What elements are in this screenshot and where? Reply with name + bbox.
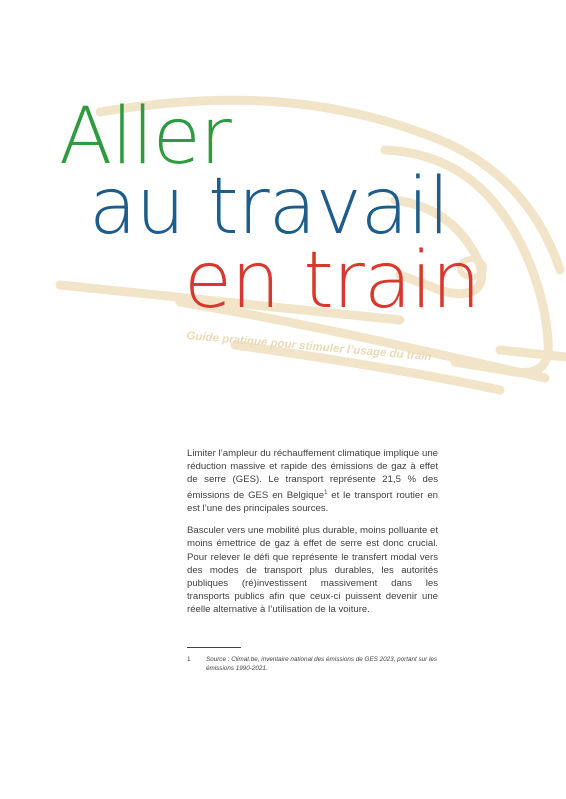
footnote-text: Source : Climat.be, inventaire national des émissions de GES 2023, portant sur les émissions 1990-2021. [206, 656, 438, 672]
title-block [0, 0, 566, 330]
title-line-au-travail: au travail [89, 162, 449, 252]
footnote-reference: 1 [324, 489, 328, 496]
title-line-aller: Aller [59, 92, 231, 182]
footnote-number: 1 [187, 656, 191, 663]
paragraph-1-text-b: et le transport routier en est l’une des principales sources. [187, 489, 438, 514]
title-line-en-train: en train [184, 236, 480, 326]
footnote-divider [187, 647, 241, 648]
subtitle: Guide pratique pour stimuler l’usage du train [185, 330, 433, 364]
paragraph-1-text-a: Limiter l’ampleur du réchauffement climatique implique une réduction massive et rapide des émissions de gaz à effet de serre (GES). Le transport représente 21,5 % des émissions de GES en Belgique [187, 448, 438, 501]
body-text [187, 447, 438, 626]
paragraph-1 [187, 447, 438, 515]
paragraph-2: Basculer vers une mobilité plus durable, moins polluante et moins émettrice de gaz à effet de serre est donc crucial. Pour relever le défi que représente le transfert modal vers des modes de transport plus durables, les autorités publiques (ré)investissent massivement dans les transports publics afin que ceux-ci puissent devenir une réelle alternative à l’utilisation de la voiture. [187, 525, 438, 616]
footnote [187, 655, 442, 673]
